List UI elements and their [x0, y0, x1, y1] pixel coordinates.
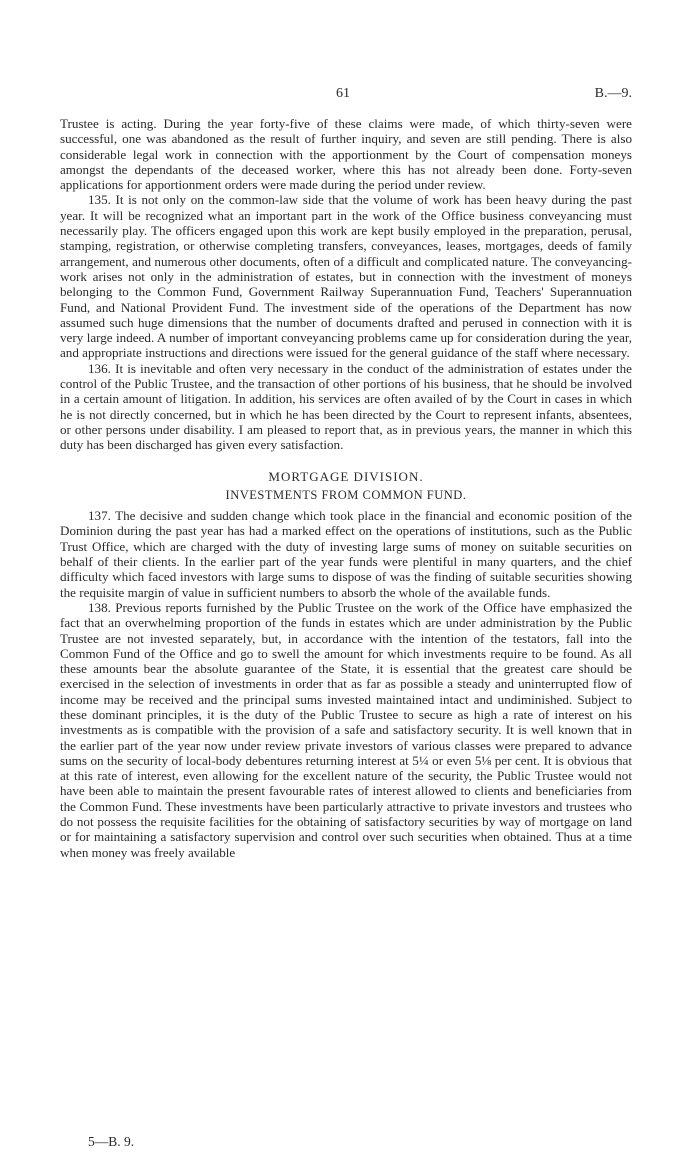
page-body — [60, 116, 632, 860]
paragraph-continued: Trustee is acting. During the year forty-five of these claims were made, of which thirty-seven were successful, one was abandoned as the result of further inquiry, and seven are still pending. There is also considerable legal work in connection with the apportionment by the Court of compensation moneys amongst the dependants of the deceased worker, where this has not already been done. Forty-seven applications for apportionment orders were made during the period under review. — [60, 116, 632, 193]
paragraph-138: 138. Previous reports furnished by the Public Trustee on the work of the Office have emphasized the fact that an overwhelming proportion of the funds in estates which are under administration by the Public Trustee are not invested separately, but, in accordance with the intention of the testators, fall into the Common Fund of the Office and go to swell the amount for which investments require to be found. As all these amounts bear the absolute guarantee of the State, it is essential that the greatest care should be exercised in the selection of investments in order that as far as possible a steady and uninterrupted flow of income may be received and the principal sums invested maintained intact and undiminished. Subject to these dominant principles, it is the duty of the Public Trustee to secure as high a rate of interest on his investments as is compatible with the provision of a safe and satisfactory security. It is well known that in the earlier part of the year now under review private investors of various classes were prepared to advance sums on the security of local-body debentures returning interest at 5¼ or even 5⅛ per cent. It is obvious that at this rate of interest, even allowing for the excellent nature of the security, the Public Trustee would not have been able to maintain the present favourable rates of interest allowed to clients and beneficiaries from the Common Fund. These investments have been particularly attractive to private investors and trustees who do not possess the requisite facilities for the obtaining of satisfactory securities by way of mortgage on land or for maintaining a satisfactory supervision and control over such securities when obtained. Thus at a time when money was freely available — [60, 599, 632, 860]
subsection-heading: INVESTMENTS FROM COMMON FUND. — [225, 487, 467, 502]
paragraph-135: 135. It is not only on the common-law side that the volume of work has been heavy during the past year. It will be recognized what an important part in the work of the Office business conveyancing must necessarily play. The officers engaged upon this work are kept busily employed in the preparation, perusal, stamping, registration, or otherwise completing transfers, conveyances, leases, mortgages, deeds of family arrangement, and numerous other documents, often of a difficult and complicated nature. The conveyancing-work arises not only in the administration of estates, but in connection with the investment of moneys belonging to the Common Fund, Government Railway Superannuation Fund, Teachers' Superannuation Fund, and National Provident Fund. The investment side of the operations of the Department has now assumed such huge dimensions that the number of documents drafted and perused in connection with it is very large indeed. A number of important conveyancing problems came up for consideration during the year, and appropriate instructions and directions were issued for the general guidance of the staff where necessary. — [60, 192, 632, 361]
document-reference: B.—9. — [594, 86, 632, 101]
section-heading: MORTGAGE DIVISION. — [268, 468, 424, 484]
page-header — [60, 86, 632, 106]
signature-mark: 5—B. 9. — [88, 1134, 135, 1149]
paragraph-136: 136. It is inevitable and often very necessary in the conduct of the administration of estates under the control of the Public Trustee, and the transaction of other portions of his business, that he should be involved in a certain amount of litigation. In addition, his services are often availed of by the Court in cases in which he is not directly concerned, but in which he has been directed by the Court to represent infants, absentees, or other persons under disability. I am pleased to report that, as in previous years, the manner in which this duty has been discharged has given every satisfaction. — [60, 360, 632, 453]
paragraph-137: 137. The decisive and sudden change which took place in the financial and economic position of the Dominion during the past year has had a marked effect on the operations of institutions, such as the Public Trust Office, which are charged with the duty of investing large sums of money on suitable securities on behalf of their clients. In the earlier part of the year funds were plentiful in many quarters, and the chief difficulty which faced investors with large sums to dispose of was the finding of suitable securities showing the requisite margin of value in sufficient numbers to absorb the whole of the available funds. — [60, 508, 632, 600]
page-number: 61 — [336, 86, 350, 101]
